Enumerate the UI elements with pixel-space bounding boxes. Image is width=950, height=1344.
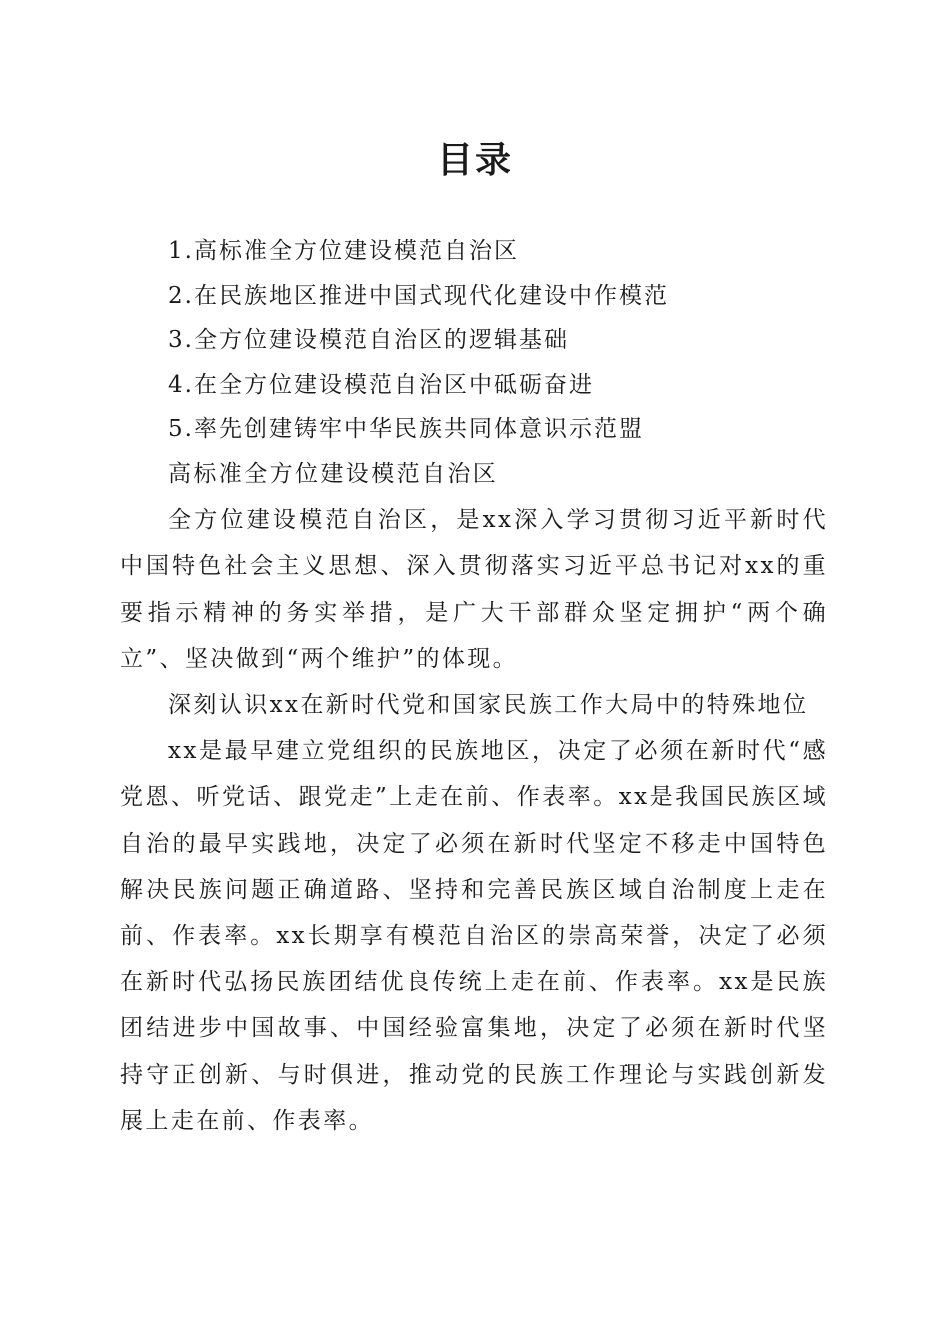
toc-item-1: 1.高标准全方位建设模范自治区: [168, 238, 519, 264]
document-body: [120, 451, 828, 1144]
subheading: 深刻认识xx在新时代党和国家民族工作大局中的特殊地位: [168, 692, 809, 719]
table-of-contents: [168, 229, 848, 452]
toc-item-5: 5.率先创建铸牢中华民族共同体意识示范盟: [168, 416, 644, 442]
section-heading: 高标准全方位建设模范自治区: [168, 461, 499, 487]
paragraph-2: xx是最早建立党组织的民族地区，决定了必须在新时代“感党恩、听党话、跟党走”上走在前、作表率。xx是我国民族区域自治的最早实践地，决定了必须在新时代坚定不移走中国特色解决民族问题正确道路、坚持和完善民族区域自治制度上走在前、作表率。xx长期享有模范自治区的崇高荣誉，决定了必须在新时代弘扬民族团结优良传统上走在前、作表率。xx是民族团结进步中国故事、中国经验富集地，决定了必须在新时代坚持守正创新、与时俱进，推动党的民族工作理论与实践创新发展上走在前、作表率。: [120, 738, 828, 1134]
toc-item-4: 4.在全方位建设模范自治区中砥砺奋进: [168, 371, 594, 398]
paragraph-1: 全方位建设模范自治区，是xx深入学习贯彻习近平新时代中国特色社会主义思想、深入贯彻落实习近平总书记对xx的重要指示精神的务实举措，是广大干部群众坚定拥护“两个确立”、坚决做到“两个维护”的体现。: [120, 507, 828, 672]
page-title: 目录: [436, 139, 513, 181]
toc-item-2: 2.在民族地区推进中国式现代化建设中作模范: [168, 282, 669, 309]
toc-item-3: 3.全方位建设模范自治区的逻辑基础: [168, 327, 569, 353]
